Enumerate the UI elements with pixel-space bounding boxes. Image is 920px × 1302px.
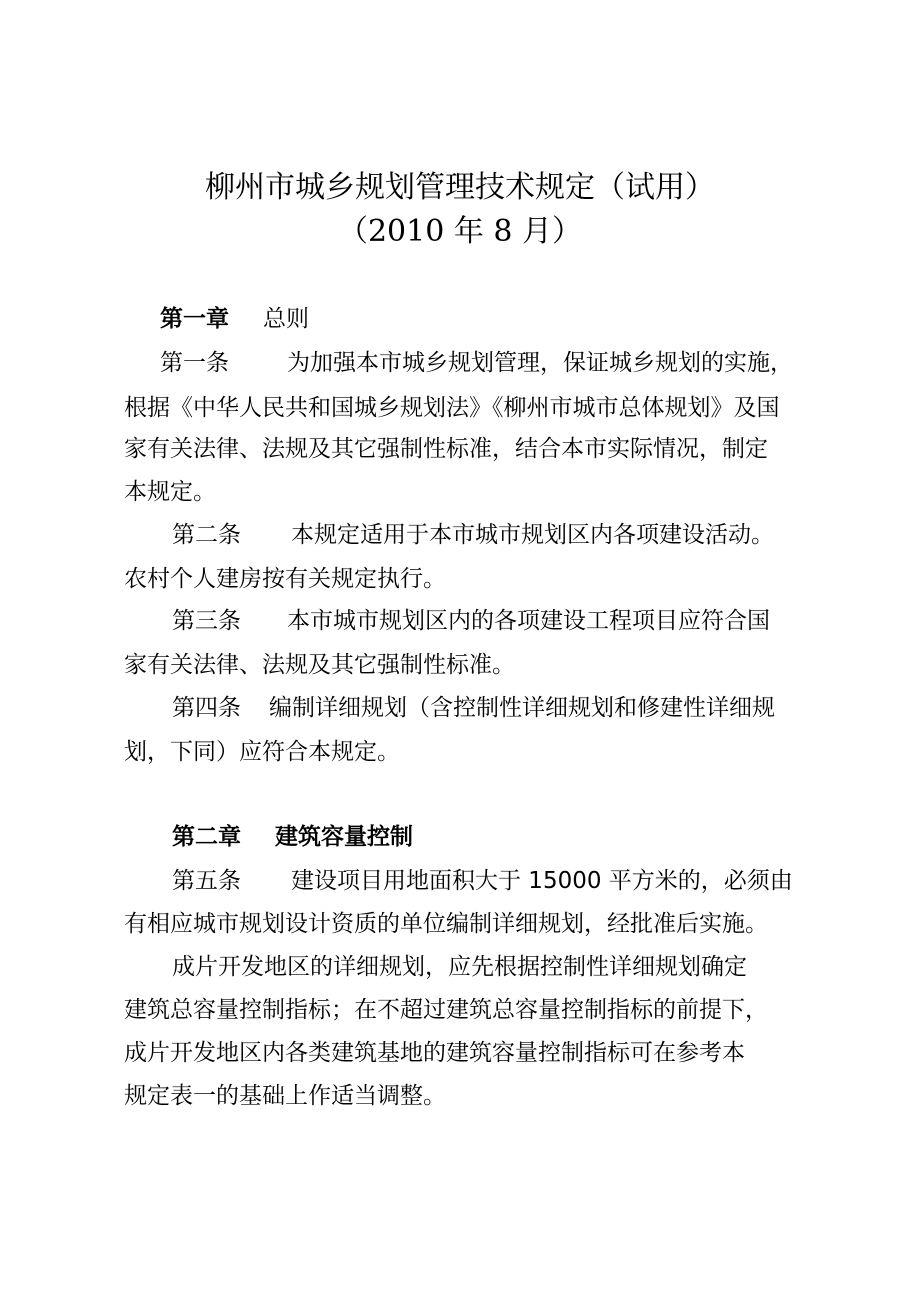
article-5-line-1: 第五条 建设项目用地面积大于 15000 平方米的，必须由 bbox=[172, 868, 793, 894]
paragraph-line-4: 规定表一的基础上作适当调整。 bbox=[124, 1083, 446, 1109]
article-1-line-2: 根据《中华人民共和国城乡规划法》《柳州市城市总体规划》及国 bbox=[124, 395, 780, 421]
document-title: 柳州市城乡规划管理技术规定（试用） bbox=[205, 170, 715, 205]
article-1-line-1: 第一条 为加强本市城乡规划管理，保证城乡规划的实施， bbox=[160, 350, 793, 376]
article-2-line-1: 第二条 本规定适用于本市城市规划区内各项建设活动。 bbox=[172, 522, 774, 548]
paragraph-line-1: 成片开发地区的详细规划，应先根据控制性详细规划确定 bbox=[172, 954, 747, 980]
article-3-label: 第三条 bbox=[172, 608, 241, 634]
document-date: （2010 年 8 月） bbox=[337, 214, 583, 249]
article-4-line-1: 第四条 编制详细规划（含控制性详细规划和修建性详细规 bbox=[172, 695, 775, 721]
chapter-2-heading bbox=[172, 822, 872, 852]
article-3-line-2: 家有关法律、法规及其它强制性标准。 bbox=[124, 652, 515, 678]
article-5-line-2: 有相应城市规划设计资质的单位编制详细规划，经批准后实施。 bbox=[124, 911, 768, 937]
chapter-2-label: 第二章 bbox=[172, 824, 241, 850]
article-2-label: 第二条 bbox=[172, 522, 241, 548]
article-5-label: 第五条 bbox=[172, 868, 241, 894]
article-1-line-3: 家有关法律、法规及其它强制性标准，结合本市实际情况，制定 bbox=[124, 436, 768, 462]
article-4-label: 第四条 bbox=[172, 695, 241, 721]
article-1-line-4: 本规定。 bbox=[124, 479, 216, 505]
chapter-1-label: 第一章 bbox=[160, 306, 229, 332]
chapter-1-heading bbox=[160, 304, 860, 334]
chapter-1-title: 总则 bbox=[263, 306, 309, 332]
article-3-line-1: 第三条 本市城市规划区内的各项建设工程项目应符合国 bbox=[172, 608, 770, 634]
chapter-2-title: 建筑容量控制 bbox=[275, 824, 413, 850]
article-4-line-2: 划，下同）应符合本规定。 bbox=[124, 739, 400, 765]
article-1-label: 第一条 bbox=[160, 350, 229, 376]
paragraph-line-3: 成片开发地区内各类建筑基地的建筑容量控制指标可在参考本 bbox=[124, 1040, 745, 1066]
paragraph-line-2: 建筑总容量控制指标；在不超过建筑总容量控制指标的前提下， bbox=[124, 997, 768, 1023]
article-2-line-2: 农村个人建房按有关规定执行。 bbox=[124, 566, 446, 592]
